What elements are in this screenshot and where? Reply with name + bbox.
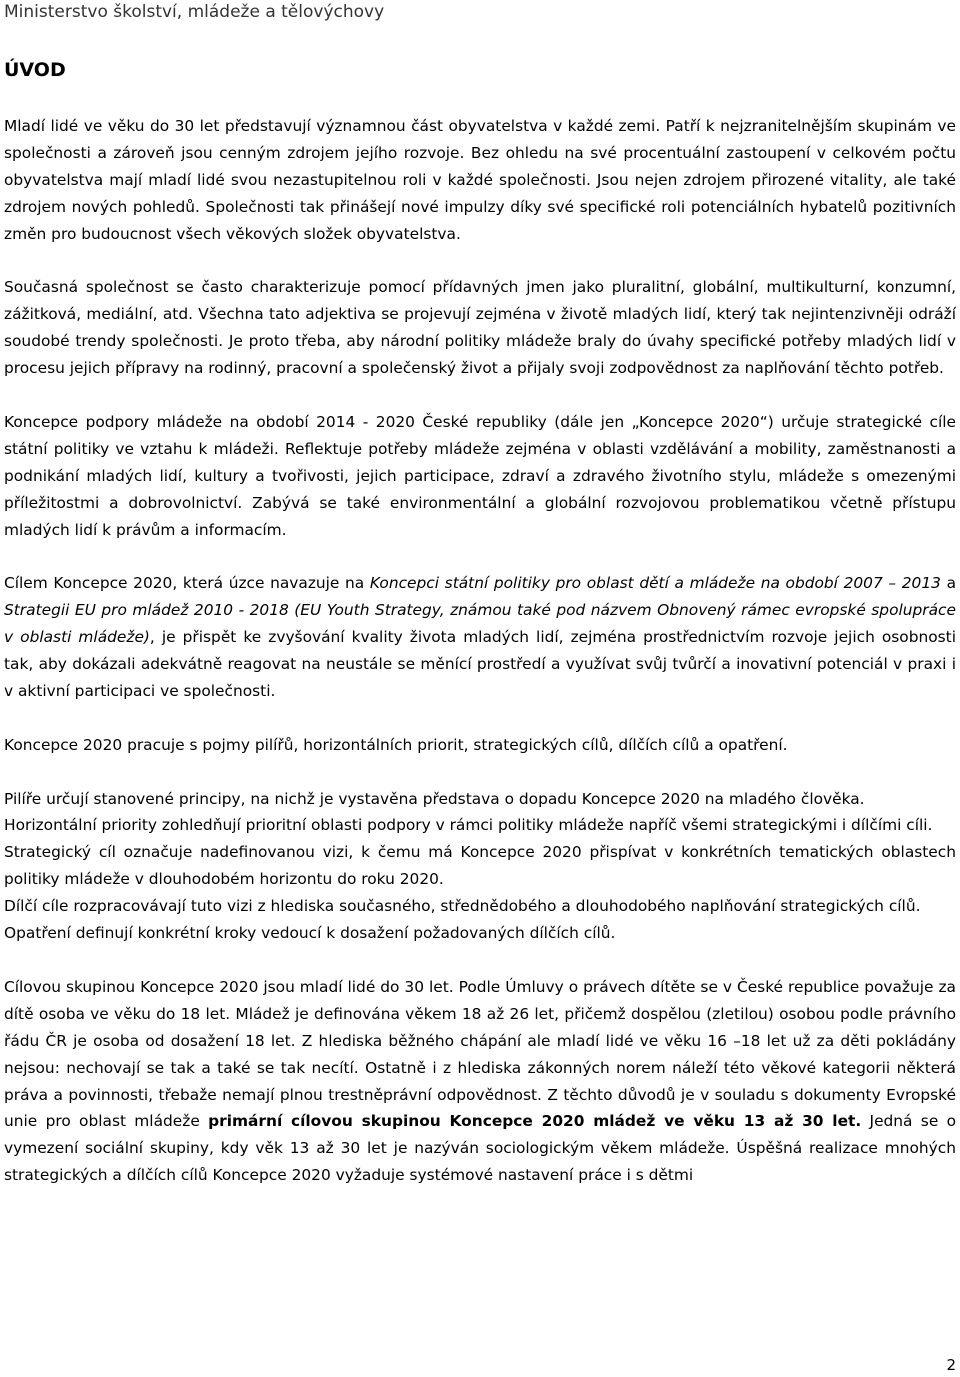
paragraph-concept-overview: Koncepce podpory mládeže na období 2014 - 2020 České republiky (dále jen „Koncepce 2020“) určuje strategické cíle státní politiky ve vztahu k mládeži. Reflektuje potřeby mládeže zejména v oblasti vzdělávání a mobility, zaměstnanosti a podnikání mladých lidí, kultury a tvořivosti, jejich participace, zdraví a zdravého životního stylu, mládeže s omezenými příležitostmi a dobrovolnictví. Zabývá se také environmentální a globální rozvojovou problematikou včetně přístupu mladých lidí k právům a informacím.	[4, 412, 956, 539]
text-span: , je přispět ke zvyšování kvality života mladých lidí, zejména prostřednictvím rozvoje jejich osobnosti tak, aby dokázali adekvátně reagovat na neustále se měnící prostředí a využívat svůj tvůrčí a inovativní potenciál v praxi i v aktivní participaci ve společnosti.	[4, 628, 956, 700]
text-span: Cílovou skupinou Koncepce 2020 jsou mladí lidé do 30 let. Podle Úmluvy o právech dítěte se v České republice považuje za dítě osoba ve věku do 18 let. Mládež je definována věkem 18 až 26 let, přičemž dospělou (zletilou) osobou podle právního řádu ČR je osoba od dosažení 18 let. Z hlediska běžného chápání ale mladí lidé ve věku 16 –18 let už za děti pokládány nejsou: nechovají se tak a také se tak necítí. Ostatně i z hlediska zákonných norem náleží této věkové kategorii některá práva a povinnosti, třebaže nemají plnou trestněprávní odpovědnost. Z těchto důvodů je v souladu s dokumenty Evropské unie pro oblast mládeže	[4, 977, 956, 1131]
definition-strategic-goal: Strategický cíl označuje nadefinovanou vizi, k čemu má Koncepce 2020 přispívat v konkrétních tematických oblastech politiky mládeže v dlouhodobém horizontu do roku 2020.	[4, 843, 956, 889]
bold-emphasis: primární cílovou skupinou Koncepce 2020 mládež ve věku 13 až 30 let.	[208, 1112, 862, 1131]
definition-pillars: Pilíře určují stanovené principy, na nichž je vystavěna představa o dopadu Koncepce 2020 na mladého člověka.	[4, 789, 865, 808]
paragraph-concept-goal	[4, 570, 956, 705]
definition-measures: Opatření definují konkrétní kroky vedoucí k dosažení požadovaných dílčích cílů.	[4, 924, 616, 943]
text-span: Cílem Koncepce 2020, která úzce navazuje na	[4, 574, 370, 593]
paragraph-youth-importance: Mladí lidé ve věku do 30 let představují významnou část obyvatelstva v každé zemi. Patří k nejzranitelnějším skupinám ve společnosti a zároveň jsou cenným zdrojem jejího rozvoje. Bez ohledu na své procentuální zastoupení v celkovém počtu obyvatelstva mají mladí lidé svou nezastupitelnou roli v každé společnosti. Jsou nejen zdrojem přirozené vitality, ale také zdrojem nových pohledů. Společnosti tak přinášejí nové impulzy díky své specifické roli potenciálních hybatelů pozitivních změn pro budoucnost všech věkových složek obyvatelstva.	[4, 117, 956, 243]
paragraph-concept-terms: Koncepce 2020 pracuje s pojmy pilířů, horizontálních priorit, strategických cílů, dílčích cílů a opatření.	[4, 735, 788, 754]
definition-partial-goals: Dílčí cíle rozpracovávají tuto vizi z hlediska současného, střednědobého a dlouhodobého naplňování strategických cílů.	[4, 897, 921, 916]
italic-reference: Strategii EU pro mládež 2010 - 2018 (EU Youth Strategy, známou také pod názvem Obnovený rámec evropské spolupráce v oblasti mládeže)	[4, 601, 956, 647]
page-number: 2	[946, 1356, 956, 1374]
paragraph-modern-society: Současná společnost se často charakterizuje pomocí přídavných jmen jako pluralitní, globální, multikulturní, konzumní, zážitková, mediální, atd. Všechna tato adjektiva se projevují zejména v životě mladých lidí, který tak nejintenzivněji odráží soudobé trendy společnosti. Je proto třeba, aby národní politiky mládeže braly do úvahy specifické potřeby mladých lidí v procesu jejich přípravy na rodinný, pracovní a společenský život a přijaly svoji zodpovědnost za naplňování těchto potřeb.	[4, 278, 956, 378]
document-body	[4, 113, 956, 1189]
definition-horizontal-priorities: Horizontální priority zohledňují prioritní oblasti podpory v rámci politiky mládeže napříč všemi strategickými i dílčími cíli.	[4, 816, 933, 835]
paragraph-target-group	[4, 974, 956, 1189]
section-title: ÚVOD	[4, 59, 66, 81]
text-span: Jedná se o vymezení sociální skupiny, kdy věk 13 až 30 let je nazýván sociologickým věkem mládeže. Úspěšná realizace mnohých strategických a dílčích cílů Koncepce 2020 vyžaduje systémové nastavení práce i s dětmi	[4, 1112, 957, 1185]
ministry-header: Ministerstvo školství, mládeže a tělovýchovy	[4, 2, 385, 22]
italic-reference: Koncepci státní politiky pro oblast dětí a mládeže na období 2007 – 2013	[369, 574, 941, 593]
text-span: a	[940, 574, 956, 593]
